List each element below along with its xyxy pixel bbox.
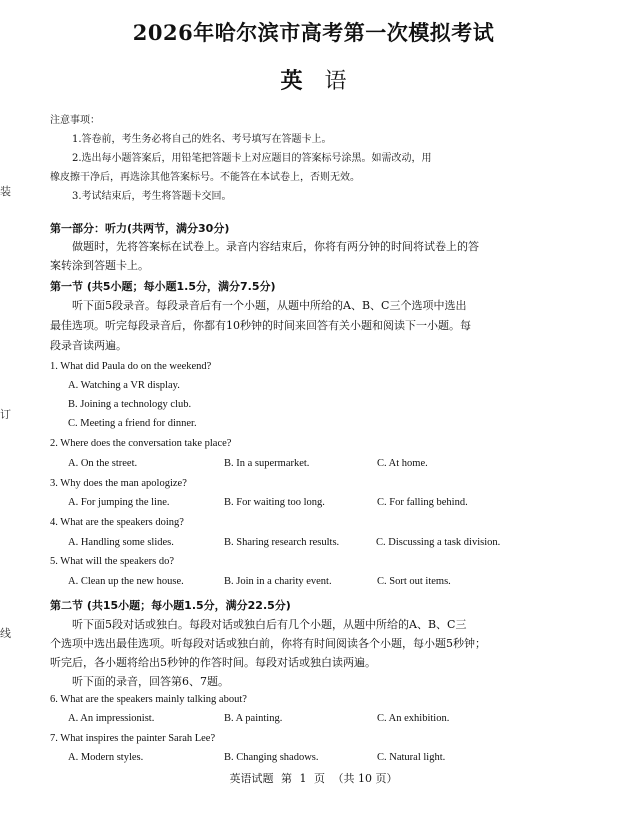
notice-item-2b: 橡皮擦干净后，再选涂其他答案标号。不能答在本试卷上，否则无效。 — [50, 172, 360, 183]
part1-intro-b: 案转涂到答题卡上。 — [50, 259, 149, 272]
q4-option-c: C. Discussing a task division. — [376, 537, 501, 548]
footer-page-number: 1 — [299, 772, 307, 785]
q6-option-a: A. An impressionist. — [68, 713, 155, 724]
section1-intro-c: 段录音读两遍。 — [50, 339, 127, 352]
subject-char-1: 英 — [280, 68, 303, 94]
notice-item-3: 3.考试结束后，考生将答题卡交回。 — [72, 191, 232, 202]
q6-option-c: C. An exhibition. — [377, 713, 450, 724]
notice-title: 注意事项： — [50, 115, 100, 126]
q5-option-c: C. Sort out items. — [377, 576, 451, 587]
question-4: 4. What are the speakers doing? — [50, 517, 184, 528]
exam-title: 2026年哈尔滨市高考第一次模拟考试 — [132, 20, 495, 45]
section2-intro-c: 听完后，各小题将给出5秒钟的作答时间。每段对话或独白读两遍。 — [50, 656, 376, 669]
binding-mark-ding: 订 — [0, 408, 11, 421]
q7-option-c: C. Natural light. — [377, 752, 446, 763]
q1-option-b: B. Joining a technology club. — [68, 399, 192, 410]
question-3: 3. Why does the man apologize? — [50, 478, 187, 489]
section1-intro-b: 最佳选项。听完每段录音后，你都有10秒钟的时间来回答有关小题和阅读下一小题。每 — [50, 319, 471, 332]
q5-option-b: B. Join in a charity event. — [224, 576, 332, 587]
binding-mark-zhuang: 装 — [0, 185, 11, 198]
section1-intro-a: 听下面5段录音。每段录音后有一个小题，从题中所给的A、B、C三个选项中选出 — [72, 299, 467, 312]
q7-option-b: B. Changing shadows. — [224, 752, 319, 763]
section2-instruction: 听下面的录音，回答第6、7题。 — [72, 675, 229, 688]
q2-option-a: A. On the street. — [68, 458, 138, 469]
q1-option-c: C. Meeting a friend for dinner. — [68, 418, 197, 429]
question-2: 2. Where does the conversation take place? — [50, 438, 232, 449]
q7-option-a: A. Modern styles. — [68, 752, 144, 763]
notice-item-1: 1.答卷前，考生务必将自己的姓名、考号填写在答题卡上。 — [72, 134, 332, 145]
q5-option-a: A. Clean up the new house. — [68, 576, 184, 587]
q6-option-b: B. A painting. — [224, 713, 283, 724]
section1-heading: 第一节 (共5小题；每小题1.5分，满分7.5分) — [50, 280, 276, 293]
footer-label: 英语试题 — [229, 772, 274, 785]
q2-option-c: C. At home. — [377, 458, 428, 469]
part1-heading: 第一部分：听力(共两节，满分30分) — [50, 222, 230, 235]
q3-option-b: B. For waiting too long. — [224, 497, 325, 508]
notice-item-2a: 2.选出每小题答案后，用铅笔把答题卡上对应题目的答案标号涂黑。如需改动，用 — [72, 153, 432, 164]
q3-option-c: C. For falling behind. — [377, 497, 468, 508]
section2-heading: 第二节 (共15小题；每小题1.5分，满分22.5分) — [50, 599, 291, 612]
footer-total-pages: （共 10 页） — [332, 772, 398, 785]
subject-title — [0, 64, 627, 95]
subject-char-2: 语 — [324, 69, 347, 94]
part1-intro-a: 做题时，先将答案标在试卷上。录音内容结束后，你将有两分钟的时间将试卷上的答 — [72, 240, 479, 253]
question-6: 6. What are the speakers mainly talking about? — [50, 694, 247, 705]
section2-intro-b: 个选项中选出最佳选项。听每段对话或独白前，你将有时间阅读各个小题，每小题5秒钟； — [50, 637, 486, 650]
question-7: 7. What inspires the painter Sarah Lee? — [50, 733, 216, 744]
section2-intro-a: 听下面5段对话或独白。每段对话或独白后有几个小题，从题中所给的A、B、C三 — [72, 618, 467, 631]
page-footer — [0, 770, 627, 786]
q2-option-b: B. In a supermarket. — [224, 458, 310, 469]
q4-option-a: A. Handling some slides. — [68, 537, 174, 548]
q4-option-b: B. Sharing research results. — [224, 537, 340, 548]
q3-option-a: A. For jumping the line. — [68, 497, 170, 508]
footer-page-prefix: 第 — [281, 772, 292, 785]
question-5: 5. What will the speakers do? — [50, 556, 175, 567]
binding-mark-xian: 线 — [0, 627, 11, 640]
footer-page-suffix: 页 — [314, 772, 325, 785]
q1-option-a: A. Watching a VR display. — [68, 380, 180, 391]
question-1: 1. What did Paula do on the weekend? — [50, 361, 212, 372]
